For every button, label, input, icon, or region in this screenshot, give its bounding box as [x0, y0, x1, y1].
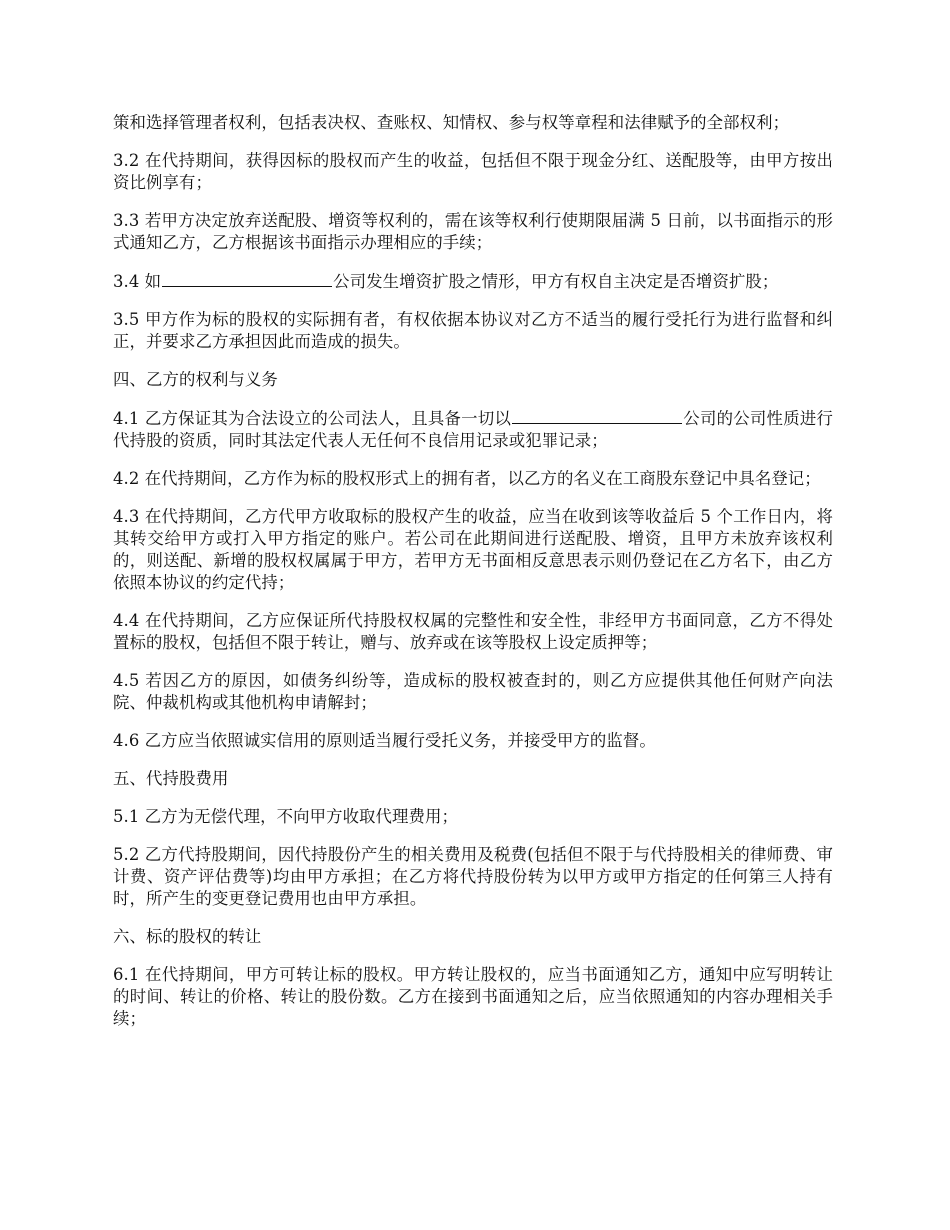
- clause-4-6: 4.6 乙方应当依照诚实信用的原则适当履行受托义务，并接受甲方的监督。: [113, 731, 656, 750]
- clause-4-1: [113, 407, 833, 452]
- document-body: [113, 112, 833, 1046]
- clause-3-4: [113, 270, 833, 293]
- clause-4-2: 4.2 在代持期间，乙方作为标的股权形式上的拥有者，以乙方的名义在工商股东登记中具名登记；: [113, 469, 821, 488]
- clause-4-5: 4.5 若因乙方的原因，如债务纠纷等，造成标的股权被查封的，则乙方应提供其他任何财产向法院、仲裁机构或其他机构申请解封；: [113, 671, 833, 712]
- fill-in-blank-company: [162, 270, 332, 287]
- clause-5-1: 5.1 乙方为无偿代理，不向甲方收取代理费用；: [113, 807, 458, 826]
- section-heading-6: 六、标的股权的转让: [113, 927, 262, 946]
- clause-4-4: 4.4 在代持期间，乙方应保证所代持股权权属的完整性和安全性，非经甲方书面同意，乙方不得处置标的股权，包括但不限于转让，赠与、放弃或在该等股权上设定质押等；: [113, 611, 833, 652]
- clause-4-1-after: 公司的公司性质进行代持股的资质，同时其法定代表人无任何不良信用记录或犯罪记录；: [113, 409, 833, 450]
- clause-6-1: 6.1 在代持期间，甲方可转让标的股权。甲方转让股权的，应当书面通知乙方，通知中应写明转让的时间、转让的价格、转让的股份数。乙方在接到书面通知之后，应当依照通知的内容办理相关手续；: [113, 965, 833, 1028]
- section-heading-4: 四、乙方的权利与义务: [113, 370, 278, 389]
- clause-3-2: 3.2 在代持期间，获得因标的股权而产生的收益，包括但不限于现金分红、送配股等，由甲方按出资比例享有；: [113, 151, 833, 192]
- clause-4-3: 4.3 在代持期间，乙方代甲方收取标的股权产生的收益，应当在收到该等收益后 5 个工作日内，将其转交给甲方或打入甲方指定的账户。若公司在此期间进行送配股、增资，且甲方未放弃该权利的，则送配、新增的股权权属属于甲方，若甲方无书面相反意思表示则仍登记在乙方名下，由乙方依照本协议的约定代持；: [113, 507, 833, 592]
- section-heading-5: 五、代持股费用: [113, 769, 229, 788]
- clause-3-5: 3.5 甲方作为标的股权的实际拥有者，有权依据本协议对乙方不适当的履行受托行为进行监督和纠正，并要求乙方承担因此而造成的损失。: [113, 310, 833, 351]
- clause-3-4-after: 公司发生增资扩股之情形，甲方有权自主决定是否增资扩股；: [333, 272, 779, 291]
- clause-4-1-before: 4.1 乙方保证其为合法设立的公司法人，且具备一切以: [113, 409, 512, 428]
- clause-5-2: 5.2 乙方代持股期间，因代持股份产生的相关费用及税费(包括但不限于与代持股相关的律师费、审计费、资产评估费等)均由甲方承担；在乙方将代持股份转为以甲方或甲方指定的任何第三人持有时，所产生的变更登记费用也由甲方承担。: [113, 845, 833, 908]
- clause-3-4-before: 3.4 如: [113, 272, 162, 291]
- paragraph-continuation: 策和选择管理者权利，包括表决权、查账权、知情权、参与权等章程和法律赋予的全部权利；: [113, 113, 790, 132]
- fill-in-blank-company: [512, 407, 682, 424]
- clause-3-3: 3.3 若甲方决定放弃送配股、增资等权利的，需在该等权利行使期限届满 5 日前，以书面指示的形式通知乙方，乙方根据该书面指示办理相应的手续；: [113, 211, 833, 252]
